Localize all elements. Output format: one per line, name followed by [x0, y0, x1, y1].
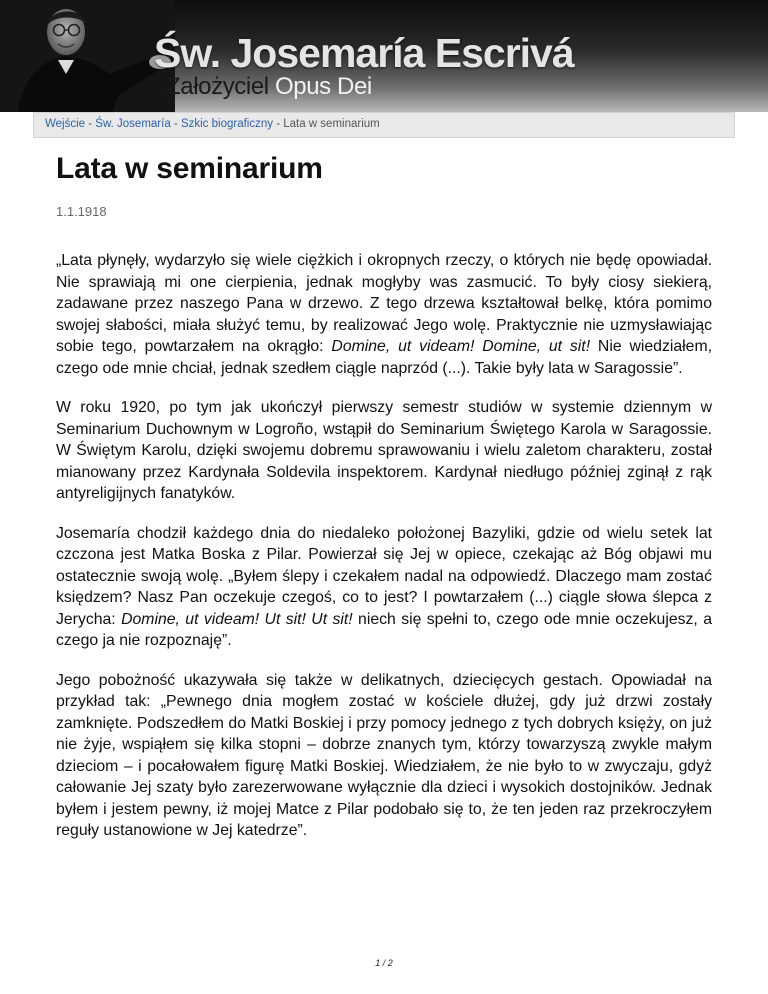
paragraph-4: Jego pobożność ukazywała się także w delikatnych, dziecięcych gestach. Opowiadał na przykład tak: „Pewnego dnia mogłem zostać w kościele dłużej, gdy już drzwi zostały zamknięte. Podszedłem do Matki Boskiej i przy pomocy jednego z tych dobrych księży, on już nie żyje, wspiąłem się kilka stopni – dobrze znanych tym, którzy towarzyszą zwykle małym dzieciom – i pocałowałem figurę Matki Boskiej. Wiedziałem, że nie było to w zwyczaju, gdyż całowanie Jej szaty było zarezerwowane wyłącznie dla dzieci i wysokich dostojników. Jednak byłem i jestem pewny, iż mojej Matce z Pilar podobało się to, że ten jeden raz przekroczyłem reguły ustanowione w Jej katedrze”. [56, 671, 712, 839]
paragraph-text: „Lata płynęły, wydarzyło się wiele ciężkich i okropnych rzeczy, o których nie będę opowiadał. Nie sprawiają mi one cierpienia, jednak mogłyby was zasmucić. To były ciosy siekierą, zadawane przez naszego Pana w drzewo. Z tego drzewa kształtował belkę, która pomimo swojej słabości, miała służyć temu, by realizować Jego wolę. Praktycznie nie uzmysławiając sobie tego, powtarzałem na okrągło: [56, 252, 712, 355]
breadcrumb-separator: - [170, 118, 181, 130]
site-subtitle [166, 73, 372, 101]
breadcrumb-link-home[interactable]: Wejście [45, 118, 86, 130]
paragraph-text: niech się spełni to, czego ode mnie oczekujesz, a czego ja nie rozpoznaję”. [56, 610, 712, 649]
article-body [56, 250, 712, 860]
site-subtitle-part1: Założyciel [166, 73, 269, 100]
breadcrumb-bar [33, 112, 735, 138]
paragraph-3 [56, 523, 712, 652]
paragraph-2: W roku 1920, po tym jak ukończył pierwszy semestr studiów w systemie dziennym w Seminarium Duchownym w Logroño, wstąpił do Seminarium Świętego Karola w Saragossie. W Świętym Karolu, dzięki swojemu dobremu sprawowaniu i wielu zaletom charakteru, został mianowany przez Kardynała Soldevila inspektorem. Kardynał niedługo później zginął z rąk antyreligijnych fanatyków. [56, 399, 712, 502]
breadcrumb-link-biography[interactable]: Szkic biograficzny [180, 118, 273, 130]
paragraph-1 [56, 250, 712, 379]
breadcrumb-current: Lata w seminarium [283, 118, 380, 130]
page-number: 1 / 2 [375, 958, 393, 968]
paragraph-text: Nie wiedziałem, czego ode mnie chciał, jednak szedłem ciągle naprzód (...). Takie były lata w Saragossie”. [56, 338, 712, 377]
page-title: Lata w seminarium [56, 152, 323, 185]
founder-portrait [0, 0, 175, 112]
latin-quote: Domine, ut videam! Ut sit! Ut sit! [121, 610, 353, 628]
site-subtitle-part2: Opus Dei [274, 73, 372, 100]
site-title: Św. Josemaría Escrivá [154, 30, 574, 76]
latin-quote: Domine, ut videam! Domine, ut sit! [331, 338, 591, 355]
breadcrumb-separator: - [85, 118, 96, 130]
breadcrumb-link-saint[interactable]: Św. Josemaría [95, 118, 171, 130]
article-date: 1.1.1918 [56, 204, 107, 219]
breadcrumb-separator: - [273, 118, 284, 130]
header-banner [0, 0, 768, 112]
breadcrumb [45, 118, 380, 130]
paragraph-text: Josemaría chodził każdego dnia do niedaleko położonej Bazyliki, gdzie od wielu setek lat czczona jest Matka Boska z Pilar. Powierzał się Jej w opiece, czekając aż Bóg objawi mu ostatecznie swoją wolę. „Byłem ślepy i czekałem nadal na odpowiedź. Dlaczego mam zostać księdzem? Nasz Pan oczekuje czegoś, co to jest? I powtarzałem (...) ciągle słowa ślepca z Jerycha: [56, 524, 712, 628]
